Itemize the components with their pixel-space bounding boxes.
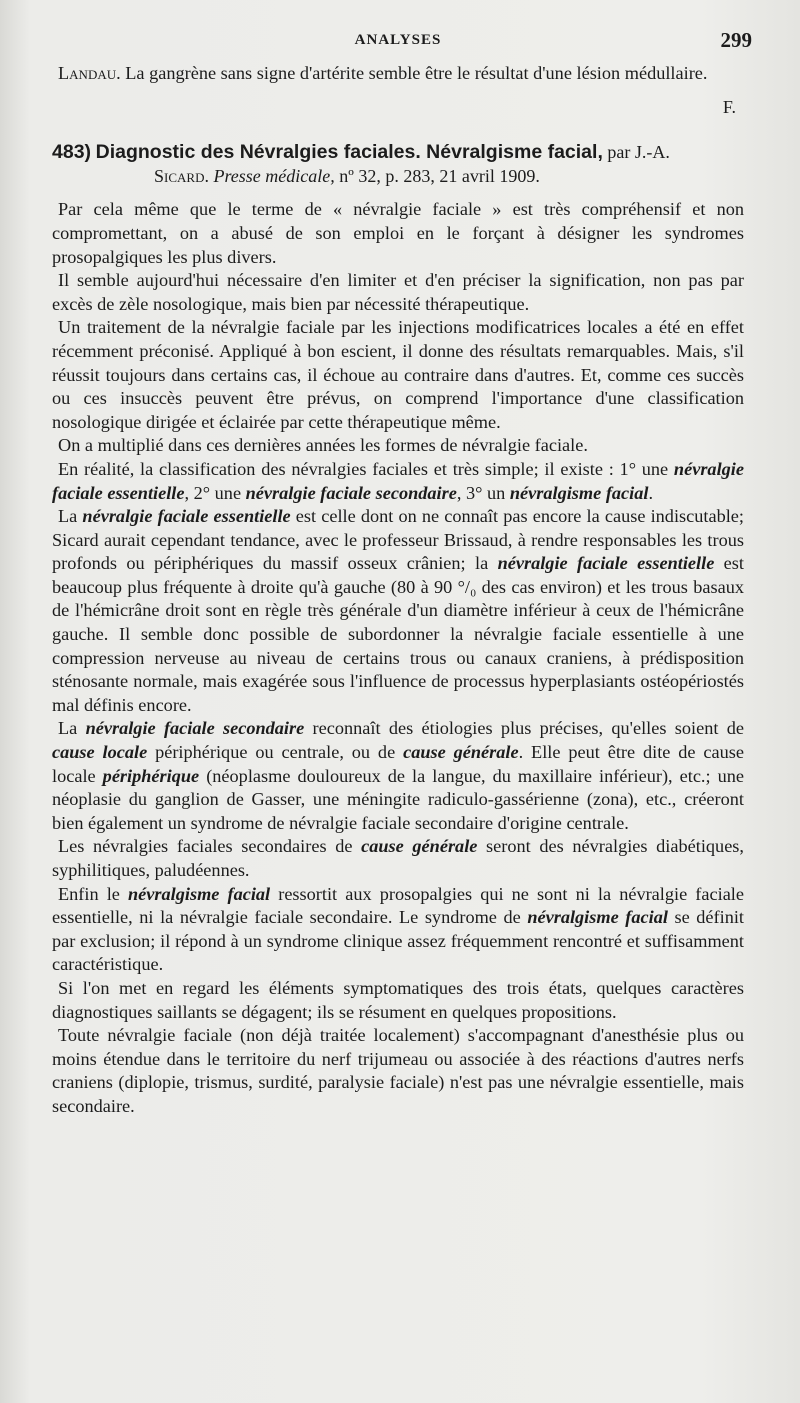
intro-author: Landau — [58, 63, 117, 83]
article-reference: nº 32, p. 283, 21 avril 1909. — [334, 165, 540, 186]
intro-paragraph — [52, 62, 744, 86]
intro-text: . La gangrène sans signe d'artérite semble être le résultat d'une lésion médullaire. — [116, 63, 708, 83]
paragraph-8 — [52, 835, 744, 882]
text-run: est beaucoup plus fréquente à droite qu'à gauche (80 à 90 °/₀ des cas environ) et les trous basaux de l'hémicrâne droit sont en règle très générale d'un diamètre inférieur à ceux de l'hémicrâne gauche. Il semble donc possible de subordonner la névralgie faciale essentielle à une compression nerveuse au niveau de certains trous ou canaux craniens, à prédisposition sténosante normale, mais exagérée sous l'influence de processus hyperplasiants ostéopériostés mal définis encore. — [52, 553, 744, 715]
italic-term: névralgie faciale essentielle — [82, 506, 291, 527]
text-run: périphérique ou centrale, ou de — [147, 742, 404, 763]
text-run: se définit par exclusion; il répond à un syndrome clinique assez fréquemment rencontré et suffisamment caractéristique. — [52, 907, 745, 975]
text-run: (néoplasme douloureux de la langue, du maxillaire inférieur), etc.; une néoplasie du ganglion de Gasser, une méningite radiculo-gassérienne (zona), etc., créeront bien également un syndrome de névralgie faciale secondaire d'origine centrale. — [52, 765, 744, 833]
text-run: , 2° une — [184, 482, 246, 503]
text-run: . — [648, 482, 654, 503]
running-title: ANALYSES — [354, 32, 442, 48]
paragraph-3: Un traitement de la névralgie faciale par les injections modificatrices locales a été en effet récemment préconisé. Appliqué à bon escient, il donne des résultats remarquables. Mais, s'il réussit toujours dans certains cas, il échoue au contraire dans d'autres. Et, comme ces succès ou ces insuccès peuvent être prévus, on comprend l'importance d'une classification nosologique dirigée et éclairée par cette thérapeutique même. — [52, 317, 744, 432]
page-header — [52, 28, 752, 62]
text-run: ressortit aux prosopalgies qui ne sont ni la névralgie faciale essentielle, ni la névralgie faciale secondaire. Le syndrome de — [52, 883, 744, 928]
paragraph-1: Par cela même que le terme de « névralgie faciale » est très compréhensif et non compromettant, on a abusé de son emploi en le forçant à désigner les syndromes prosopalgiques les plus divers. — [52, 199, 744, 267]
italic-term: périphérique — [102, 765, 200, 786]
italic-term: névralgisme facial — [509, 482, 649, 503]
text-run: reconnaît des étiologies plus précises, qu'elles soient de — [304, 718, 744, 739]
article-author: Sicard — [154, 165, 205, 186]
paragraph-6 — [52, 505, 744, 717]
text-run: La — [58, 506, 83, 527]
paragraph-10: Si l'on met en regard les éléments symptomatiques des trois états, quelques caractères diagnostiques saillants se dégagent; ils se résument en quelques propositions. — [52, 977, 744, 1022]
text-run: , 3° un — [456, 482, 510, 503]
text-run: Les névralgies faciales secondaires de — [58, 836, 362, 857]
signature: F. — [722, 96, 736, 117]
paragraph-4: On a multiplié dans ces dernières années les formes de névralgie faciale. — [58, 435, 588, 456]
text-run: La — [58, 718, 86, 739]
text-run: Enfin le — [58, 883, 128, 904]
paragraph-5 — [52, 458, 744, 505]
article-number: 483) — [52, 141, 92, 164]
italic-term: névralgisme facial — [128, 883, 271, 904]
italic-term: névralgisme facial — [527, 907, 668, 928]
article-journal: Presse médicale, — [213, 165, 335, 186]
article-by: par J.-A. — [602, 142, 670, 163]
italic-term: cause générale — [403, 742, 519, 763]
italic-term: cause générale — [361, 836, 478, 857]
text-run: seront des névralgies diabétiques, syphilitiques, paludéennes. — [52, 836, 744, 880]
paragraph-7 — [52, 717, 744, 835]
italic-term: névralgie faciale essentielle — [497, 553, 715, 574]
italic-term: cause locale — [52, 742, 148, 763]
italic-term: névralgie faciale secondaire — [245, 482, 457, 503]
article-heading: 483) Diagnostic des Névralgies faciales. Névralgisme facial, par J.-A. Sicard. Presse médicale, nº 32, p. 283, 21 avril 1909. — [52, 141, 670, 186]
italic-term: névralgie faciale secondaire — [85, 718, 305, 739]
italic-term: névralgie faciale essentielle — [52, 458, 744, 503]
page-number: 299 — [720, 28, 752, 52]
paragraph-9 — [52, 883, 744, 977]
paragraph-11: Toute névralgie faciale (non déjà traitée localement) s'accompagnant d'anesthésie plus ou moins étendue dans le territoire du nerf trijumeau ou associée à des réactions d'autres nerfs craniens (diplopie, trismus, surdité, paralysie faciale) n'est pas une névralgie essentielle, mais secondaire. — [52, 1025, 744, 1116]
paragraph-2: Il semble aujourd'hui nécessaire d'en limiter et d'en préciser la signification, non pas par excès de zèle nosologique, mais bien par nécessité thérapeutique. — [52, 270, 744, 314]
article-title: Diagnostic des Névralgies faciales. Névralgisme facial, — [95, 141, 603, 164]
text-run: En réalité, la classification des névralgies faciales et très simple; il existe : 1° une — [58, 458, 674, 479]
text-run: . Elle peut être dite de cause locale — [52, 742, 744, 786]
text-run: est celle dont on ne connaît pas encore la cause indiscutable; Sicard aurait cependant tendance, avec le professeur Brissaud, à rendre responsables les trous profonds ou périphériques du massif osseux crânien; la — [52, 506, 744, 574]
